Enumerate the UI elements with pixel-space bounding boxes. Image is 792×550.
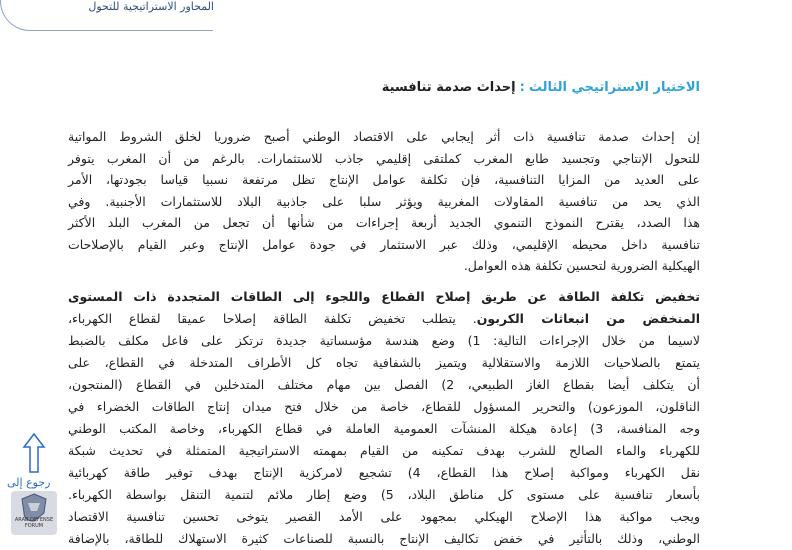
paragraph-line: للتحول الإنتاجي وتجسيد طابع المغرب كملتقى إقليمي جاذب للاستثمارات. بالرغم من أن المغرب يتوفر	[68, 150, 700, 166]
paragraph-line: الذي يحد من تنافسية المقاولات المغربية ويؤثر سلبا على جاذبية البلاد للاستثمارات الأجنبية. وفي	[68, 193, 700, 209]
energy-paragraph	[68, 286, 700, 550]
paragraph-line: إن إحداث صدمة تنافسية ذات أثر إيجابي على الاقتصاد الوطني أصبح ضروريا لخلق الشروط المواتية	[68, 129, 700, 144]
paragraph-line: أن يتكلف أيضا بقطاع الغاز الطبيعي، 2) الفصل بين مهام مختلف المتدخلين في القطاع (المنتجون،	[68, 377, 700, 392]
section-title	[382, 80, 700, 95]
paragraph-line: تنافسية داخل محيطه الإقليمي، وذلك عبر الاستثمار في جودة عوامل الإنتاج وعبر القيام بالإصلاحات	[68, 236, 700, 252]
paragraph-line: هذا الصدد، يقترح النموذج التنموي الجديد أربعة إجراءات من شأنها أن تجعل من المغرب البلد الأكثر	[68, 215, 700, 230]
paragraph-line: على العديد من المزايا التنافسية، فإن تكلفة عوامل الإنتاج تظل مرتفعة نسبيا قياسا بجودتها، الأمر	[68, 172, 700, 187]
paragraph-line: وجه المنافسة، 3) إعادة هيكلة المنشآت العمومية العاملة في قطاع الكهرباء، وخاصة المكتب الوطني	[68, 421, 701, 436]
bold-heading-text: تخفيض تكلفة الطاقة عن طريق إصلاح القطاع واللجوء إلى الطاقات المتجددة ذات المستوى	[68, 289, 700, 304]
back-to-top-widget[interactable]	[3, 433, 65, 538]
forum-logo-text: ARAB DEFENSE FORUM	[14, 517, 54, 529]
bold-heading-text: المنخفض من انبعاثات الكربون	[476, 311, 700, 326]
section-heading: إحداث صدمة تنافسية	[381, 80, 516, 95]
paragraph-line: الهيكلية الضرورية لتحسين تكلفة هذه العوامل.	[463, 258, 700, 273]
paragraph-line: ويجب مواكبة هذا الإصلاح الهيكلي بمجهود على الأمد القصير يتوخى تحسين تنافسية الاقتصاد	[68, 509, 700, 524]
running-header: المحاور الاستراتيجية للتحول	[88, 0, 214, 13]
paragraph-line: الوطني، وذلك بالتأثير في خفض تكاليف الإنتاج بالنسبة للصناعات كثيرة الاستهلاك للطاقة، بالإضافة	[68, 531, 700, 546]
paragraph-line: يتمتع بالصلاحيات اللازمة والاستقلالية ويتميز بالشفافية تجاه كل الأطراف المتدخلة في القطاع، على	[68, 355, 700, 370]
paragraph-text: . يتطلب تخفيض تكلفة الطاقة إصلاحا عميقا لقطاع الكهرباء،	[68, 311, 477, 326]
paragraph-heading-line	[68, 308, 700, 330]
arrow-up-icon	[23, 433, 45, 473]
forum-logo	[11, 491, 57, 535]
paragraph-line: للكهرباء والماء الصالح للشرب بهدف تمكينه من القيام بمهمته الاستراتيجية المتمثلة في تحديث شبكة	[68, 443, 700, 458]
section-label: الاختيار الاستراتيجي الثالث	[528, 80, 700, 95]
paragraph-line: بأسعار تنافسية على مستوى كل مناطق البلاد، 5) وضع إطار ملائم لتنمية التنقل بواسطة الكهرباء.	[68, 487, 701, 502]
intro-paragraph	[68, 126, 700, 277]
paragraph-heading-line	[68, 286, 700, 308]
paragraph-line: الناقلون، الموزعون) والتحرير المسؤول للقطاع، خاصة من خلال فتح ميدان إنتاج الطاقات الخضراء في	[68, 399, 700, 414]
section-separator: :	[519, 80, 525, 95]
paragraph-line: لاسيما من خلال الإجراءات التالية: 1) وضع هندسة مؤسساتية جديدة ترتكز على فاعل مكلف بالضبط	[68, 333, 700, 348]
back-to-top-label[interactable]: رجوع إلى	[7, 476, 51, 489]
paragraph-line: نقل الكهرباء ومواكبة إصلاح هذا القطاع، 4) تشجيع لامركزية الإنتاج بهدف توفير طاقة كهربائية	[68, 465, 701, 480]
